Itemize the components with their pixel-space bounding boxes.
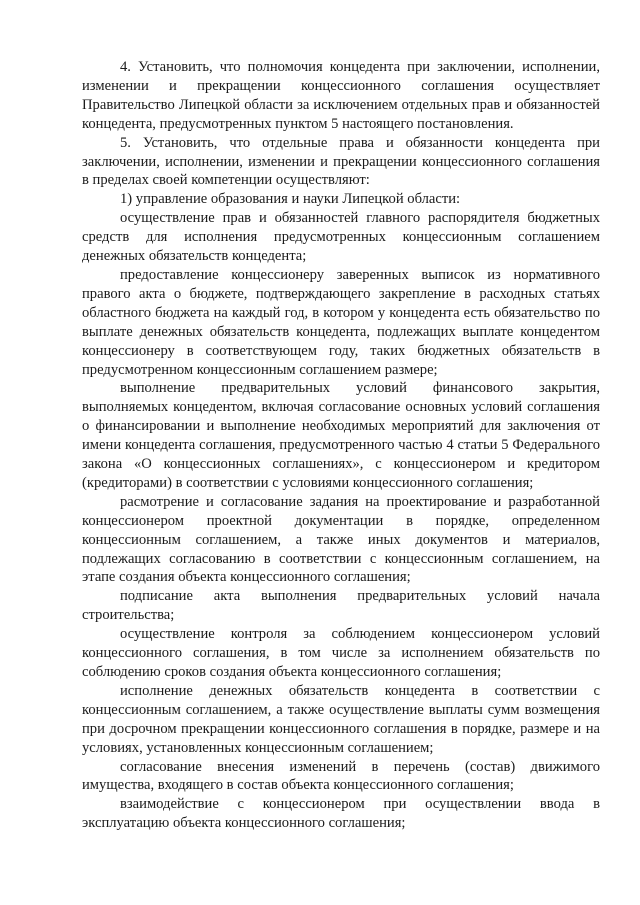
duty-design-review: расмотрение и согласование задания на проектирование и разработанной концессионером проектной документации в порядке, определенном концессионным соглашением, а также иных документов и материалов, подлежащих согласованию в соответствии с концессионным соглашением, на этапе создания объекта концессионного соглашения; [82,493,600,586]
duty-control: осуществление контроля за соблюдением концессионером условий концессионного соглашения, в том числе за исполнением обязательств по соблюдению сроков создания объекта концессионного соглашения; [82,626,600,680]
duty-payments: исполнение денежных обязательств концедента в соответствии с концессионным соглашением, а также осуществление выплаты сумм возмещения при досрочном прекращении концессионного соглашения в порядке, размере и на условиях, установленных концессионным соглашением; [82,682,600,756]
duty-budget-extracts: предоставление концессионеру заверенных выписок из нормативного правого акта о бюджете, подтверждающего закрепление в расходных статьях областного бюджета на каждый год, в котором у концедента есть обязательство по выплате денежных обязательств концедента, подлежащих выплате концедентом концессионеру в соответствующем году, таких бюджетных обязательств в предусмотренном концессионным соглашением размере; [82,266,600,378]
duty-property-changes: согласование внесения изменений в перечень (состав) движимого имущества, входящего в состав объекта концессионного соглашения; [82,758,600,794]
duty-sign-act: подписание акта выполнения предварительных условий начала строительства; [82,588,600,624]
duty-financial-closing: выполнение предварительных условий финансового закрытия, выполняемых концедентом, включая согласование основных условий соглашения о финансировании и выполнение необходимых мероприятий для заключения от имени концедента соглашения, предусмотренного частью 4 статьи 5 Федерального закона «О концессионных соглашениях», с концессионером и кредитором (кредиторами) в соответствии с условиями концессионного соглашения; [82,380,600,491]
paragraph-4-authority: 4. Установить, что полномочия концедента при заключении, исполнении, изменении и прекращении концессионного соглашения осуществляет Правительство Липецкой области за исключением отдельных прав и обязанностей концедента, предусмотренных пунктом 5 настоящего постановления. [82,59,600,132]
paragraph-5-rights: 5. Установить, что отдельные права и обязанности концедента при заключении, исполнении, изменении и прекращении концессионного соглашения в пределах своей компетенции осуществляют: [82,134,600,189]
duty-budget-funds: осуществление прав и обязанностей главного распорядителя бюджетных средств для исполнения предусмотренных концессионным соглашением денежных обязательств концедента; [82,210,600,265]
duty-commissioning: взаимодействие с концессионером при осуществлении ввода в эксплуатацию объекта концессионного соглашения; [82,796,600,832]
document-page [82,58,600,833]
item-education-department: 1) управление образования и науки Липецкой области: [120,191,461,208]
